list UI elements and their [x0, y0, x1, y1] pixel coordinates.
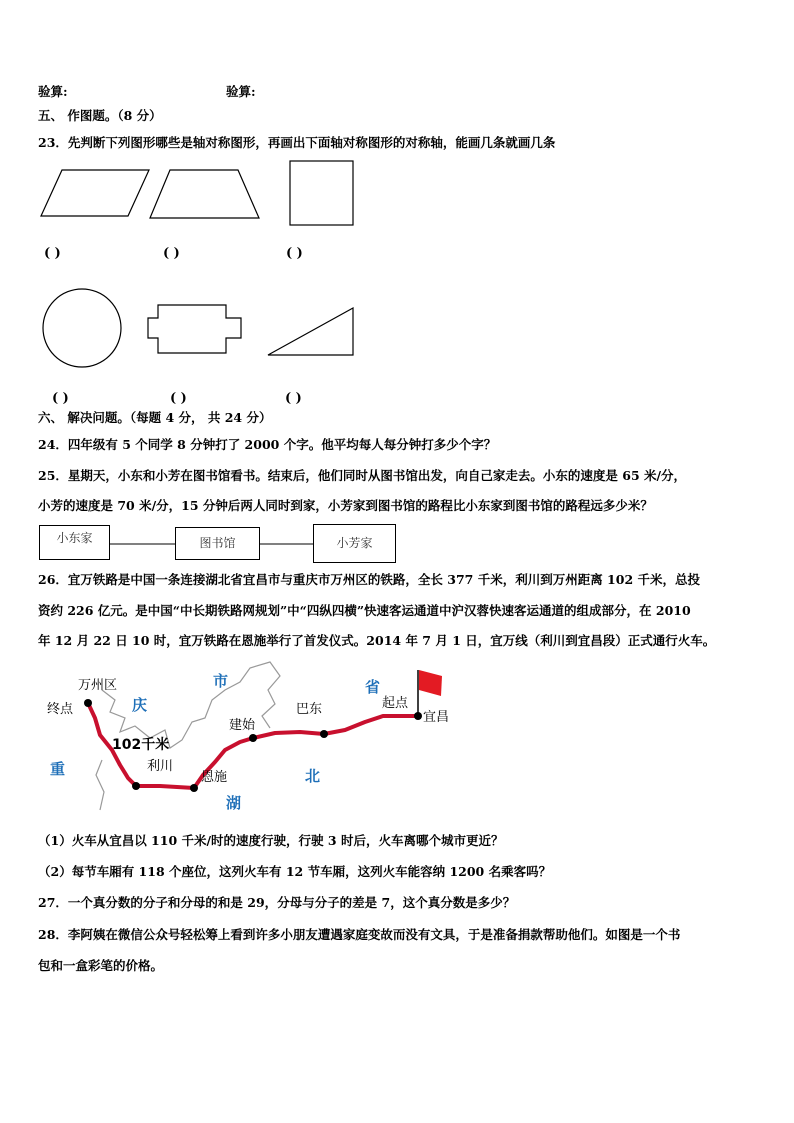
q27-text: 27．一个真分数的分子和分母的和是 29，分母与分子的差是 7，这个真分数是多少？ — [38, 895, 516, 910]
answer-blank-5[interactable]: ( ) — [170, 391, 187, 406]
label-yichang: 宜昌 — [423, 710, 450, 725]
station-jianshi-dot — [249, 734, 257, 742]
box-library: 图书馆 — [175, 527, 260, 560]
section5-heading: 五、 作图题。（8 分） — [38, 108, 162, 123]
answer-blank-4[interactable]: ( ) — [52, 391, 69, 406]
section6-heading: 六、 解决问题。（每题 4 分， 共 24 分） — [38, 410, 272, 425]
label-end: 终点 — [47, 702, 74, 717]
station-badong-dot — [320, 730, 328, 738]
q23-text: 23．先判断下列图形哪些是轴对称图形，再画出下面轴对称图形的对称轴，能画几条就画几条 — [38, 135, 556, 150]
label-chong: 重 — [50, 760, 66, 778]
label-sheng: 省 — [365, 678, 381, 696]
verify-label-left: 验算: — [38, 84, 68, 99]
label-shi: 市 — [213, 672, 229, 690]
q28-line2: 包和一盒彩笔的价格。 — [38, 958, 164, 973]
label-hu: 湖 — [226, 794, 242, 812]
label-badong: 巴东 — [296, 702, 323, 717]
q26-sub2: （2）每节车厢有 118 个座位，这列火车有 12 节车厢，这列火车能容纳 1200 名乘客吗？ — [38, 864, 552, 879]
q26-sub1: （1）火车从宜昌以 110 千米/时的速度行驶，行驶 3 时后，火车离哪个城市更近？ — [38, 833, 504, 848]
label-jianshi: 建始 — [229, 718, 256, 733]
label-lichuan: 利川 — [147, 759, 174, 774]
q24-text: 24．四年级有 5 个同学 8 分钟打了 2000 个字。他平均每人每分钟打多少个字？ — [38, 437, 497, 452]
label-start: 起点 — [382, 696, 409, 711]
station-enshi-dot — [190, 784, 198, 792]
label-enshi: 恩施 — [201, 770, 228, 785]
box-xiaofang-home: 小芳家 — [313, 524, 396, 563]
q26-line2: 资约 226 亿元。是中国“中长期铁路网规划”中“四纵四横”快速客运通道中沪汉蓉快速客运通道的组成部分，在 2010 — [38, 603, 691, 618]
q28-line1: 28．李阿姨在微信公众号轻松筹上看到许多小朋友遭遇家庭变故而没有文具，于是准备捐款帮助他们。如图是一个书 — [38, 927, 681, 942]
q26-line1: 26．宜万铁路是中国一条连接湖北省宜昌市与重庆市万州区的铁路，全长 377 千米，利川到万州距离 102 千米，总投 — [38, 572, 700, 587]
label-bei: 北 — [305, 767, 321, 785]
q25-line2: 小芳的速度是 70 米/分，15 分钟后两人同时到家，小芳家到图书馆的路程比小东家到图书馆的路程远多少米？ — [38, 498, 653, 513]
label-wanzhou: 万州区 — [78, 678, 118, 693]
verify-label-right: 验算: — [226, 84, 256, 99]
station-wanzhou-dot — [84, 699, 92, 707]
answer-blank-1[interactable]: ( ) — [44, 246, 61, 261]
q26-line3: 年 12 月 22 日 10 时，宜万铁路在恩施举行了首发仪式。2014 年 7 月 1 日，宜万线（利川到宜昌段）正式通行火车。 — [38, 633, 716, 648]
station-lichuan-dot — [132, 782, 140, 790]
label-distance: 102千米 — [112, 737, 170, 753]
label-qing: 庆 — [132, 696, 148, 714]
q25-line1: 25．星期天，小东和小芳在图书馆看书。结束后，他们同时从图书馆出发，向自己家走去。小东的速度是 65 米/分， — [38, 468, 687, 483]
answer-blank-2[interactable]: ( ) — [163, 246, 180, 261]
box-xiaodong-home: 小东家 — [39, 525, 110, 560]
answer-blank-6[interactable]: ( ) — [285, 391, 302, 406]
flag-icon — [419, 670, 442, 696]
answer-blank-3[interactable]: ( ) — [286, 246, 303, 261]
